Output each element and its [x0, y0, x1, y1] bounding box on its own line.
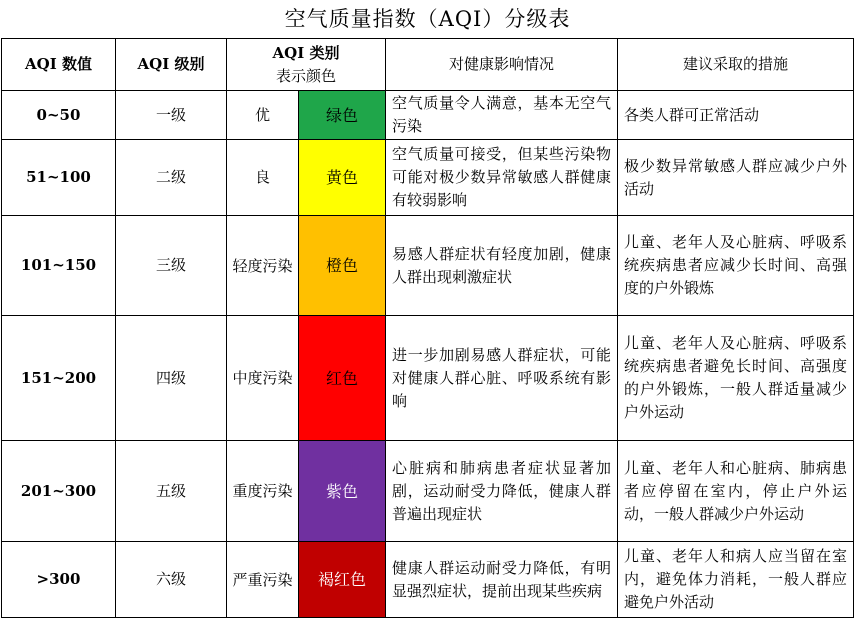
health-effect: 健康人群运动耐受力降低，有明显强烈症状，提前出现某些疾病 [386, 542, 618, 618]
header-row [2, 39, 854, 91]
aqi-category: 中度污染 [227, 316, 299, 441]
table-row [2, 316, 854, 441]
aqi-level: 三级 [116, 216, 227, 316]
color-swatch: 紫色 [299, 441, 386, 542]
aqi-category: 优 [227, 91, 299, 140]
aqi-level: 一级 [116, 91, 227, 140]
color-swatch: 褐红色 [299, 542, 386, 618]
aqi-level: 二级 [116, 140, 227, 216]
color-swatch: 黄色 [299, 140, 386, 216]
suggested-measure: 儿童、老年人和心脏病、肺病患者应停留在室内，停止户外运动，一般人群减少户外运动 [618, 441, 854, 542]
table-row [2, 216, 854, 316]
color-swatch: 橙色 [299, 216, 386, 316]
suggested-measure: 儿童、老年人及心脏病、呼吸系统疾病患者避免长时间、高强度的户外锻炼，一般人群适量减少户外运动 [618, 316, 854, 441]
header-measures: 建议采取的措施 [618, 39, 854, 91]
aqi-range: >300 [2, 542, 116, 618]
header-category-line1: AQI 类别 [272, 43, 340, 62]
aqi-range: 151~200 [2, 316, 116, 441]
aqi-range: 201~300 [2, 441, 116, 542]
suggested-measure: 极少数异常敏感人群应减少户外活动 [618, 140, 854, 216]
table-row [2, 542, 854, 618]
table-row [2, 441, 854, 542]
suggested-measure: 儿童、老年人及心脏病、呼吸系统疾病患者应减少长时间、高强度的户外锻炼 [618, 216, 854, 316]
aqi-category: 良 [227, 140, 299, 216]
aqi-category: 重度污染 [227, 441, 299, 542]
health-effect: 进一步加剧易感人群症状，可能对健康人群心脏、呼吸系统有影响 [386, 316, 618, 441]
aqi-range: 101~150 [2, 216, 116, 316]
aqi-range: 0~50 [2, 91, 116, 140]
suggested-measure: 儿童、老年人和病人应当留在室内，避免体力消耗，一般人群应避免户外活动 [618, 542, 854, 618]
color-swatch: 红色 [299, 316, 386, 441]
header-aqi-value: AQI 数值 [2, 39, 116, 91]
aqi-level: 六级 [116, 542, 227, 618]
aqi-level: 五级 [116, 441, 227, 542]
header-aqi-level: AQI 级别 [116, 39, 227, 91]
health-effect: 空气质量可接受，但某些污染物可能对极少数异常敏感人群健康有较弱影响 [386, 140, 618, 216]
aqi-category: 轻度污染 [227, 216, 299, 316]
health-effect: 空气质量令人满意，基本无空气污染 [386, 91, 618, 140]
suggested-measure: 各类人群可正常活动 [618, 91, 854, 140]
aqi-level: 四级 [116, 316, 227, 441]
health-effect: 心脏病和肺病患者症状显著加剧，运动耐受力降低，健康人群普遍出现症状 [386, 441, 618, 542]
health-effect: 易感人群症状有轻度加剧，健康人群出现刺激症状 [386, 216, 618, 316]
color-swatch: 绿色 [299, 91, 386, 140]
table-row [2, 140, 854, 216]
header-category-line2: 表示颜色 [276, 66, 337, 85]
header-health-effect: 对健康影响情况 [386, 39, 618, 91]
page-title: 空气质量指数（AQI）分级表 [284, 7, 571, 31]
header-category [227, 39, 386, 91]
aqi-category: 严重污染 [227, 542, 299, 618]
table-row [2, 91, 854, 140]
aqi-range: 51~100 [2, 140, 116, 216]
aqi-table [1, 38, 854, 618]
